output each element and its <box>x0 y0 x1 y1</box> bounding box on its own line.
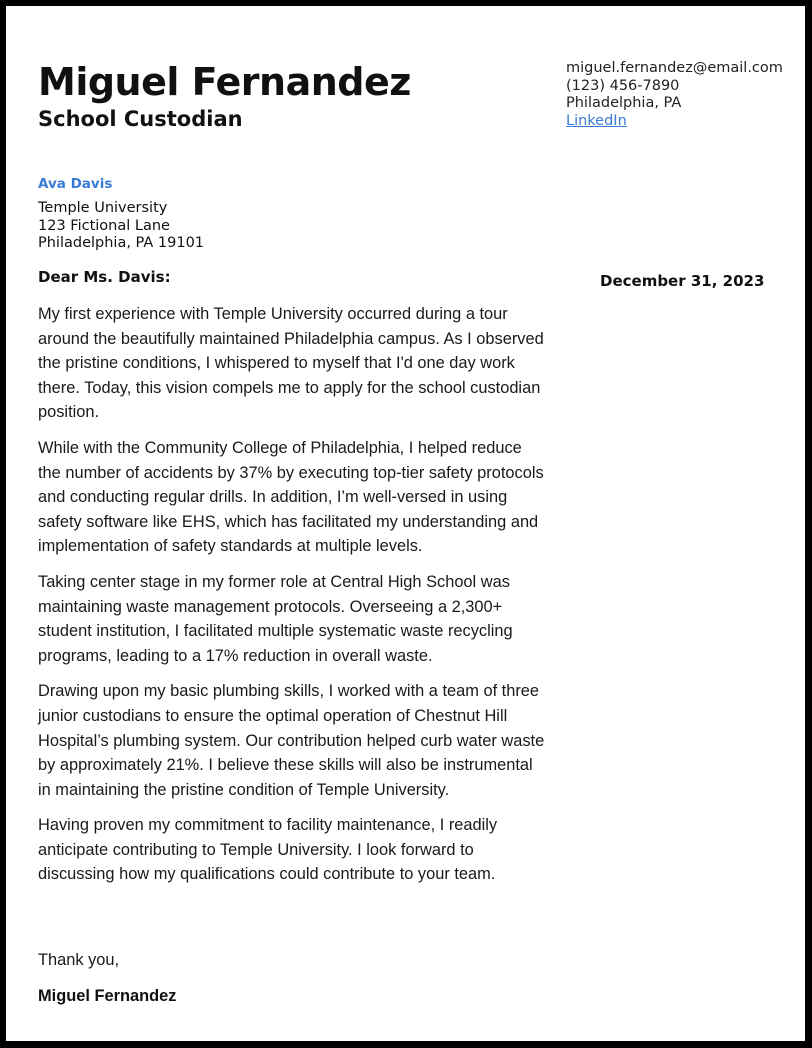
contact-block <box>566 60 783 130</box>
letter-body <box>38 302 548 898</box>
body-paragraph: While with the Community College of Philadelphia, I helped reduce the number of accidents by 37% by executing top-tier safety protocols and conducting regular drills. In addition, I’m well-versed in using safety software like EHS, which has facilitated my understanding and implementation of safety standards at multiple levels. <box>38 438 544 556</box>
recipient-street: 123 Fictional Lane <box>38 217 170 234</box>
linkedin-link[interactable]: LinkedIn <box>566 112 627 129</box>
letter-date: December 31, 2023 <box>600 272 765 290</box>
applicant-name: Miguel Fernandez <box>38 60 411 104</box>
contact-location: Philadelphia, PA <box>566 95 682 111</box>
applicant-title: School Custodian <box>38 107 243 131</box>
recipient-name: Ava Davis <box>38 176 113 192</box>
letter-page <box>6 6 805 1041</box>
body-paragraph: Drawing upon my basic plumbing skills, I worked with a team of three junior custodians to ensure the optimal operation of Chestnut Hill Hospital’s plumbing system. Our contribution helped curb water waste by approximately 21%. I believe these skills will also be instrumental in maintaining the pristine condition of Temple University. <box>38 682 545 799</box>
recipient-organization: Temple University <box>38 200 168 216</box>
closing: Thank you, <box>38 951 120 969</box>
body-paragraph: My first experience with Temple University occurred during a tour around the beautifully maintained Philadelphia campus. As I observed the pristine conditions, I whispered to myself that I'd one day work there. Today, this vision compels me to apply for the school custodian position. <box>38 305 544 422</box>
body-paragraph: Having proven my commitment to facility maintenance, I readily anticipate contributing to Temple University. I look forward to discussing how my qualifications could contribute to your team. <box>38 816 498 884</box>
signature: Miguel Fernandez <box>38 987 177 1005</box>
salutation: Dear Ms. Davis: <box>38 268 171 286</box>
contact-phone: (123) 456-7890 <box>566 77 680 94</box>
recipient-city: Philadelphia, PA 19101 <box>38 235 205 251</box>
contact-email: miguel.fernandez@email.com <box>566 60 783 76</box>
body-paragraph: Taking center stage in my former role at Central High School was maintaining waste management protocols. Overseeing a 2,300+ student institution, I facilitated multiple systematic waste recycling programs, leading to a 17% reduction in overall waste. <box>38 572 513 665</box>
recipient-address <box>38 200 204 253</box>
